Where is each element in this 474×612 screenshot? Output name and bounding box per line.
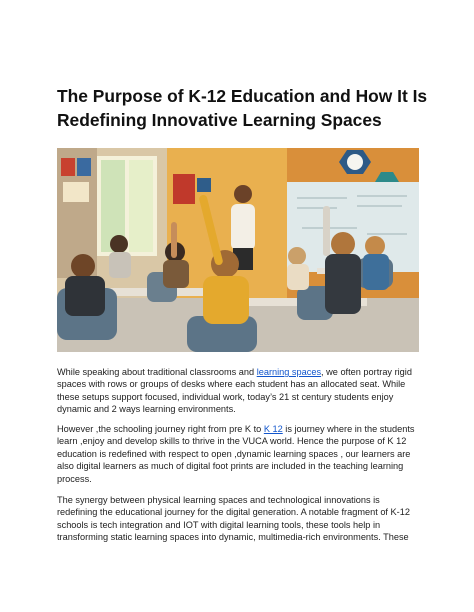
paragraph-line: these setups support focused, individual work, today’s 21 st century students enjoy bbox=[57, 391, 394, 402]
paragraph-line: spaces with rows or groups of desks where each student has an allocated seat. While bbox=[57, 379, 406, 390]
paragraph-line: redefining the educational journey for the digital generation. A notable fragment of K-12 bbox=[57, 507, 410, 518]
k12-link[interactable]: K 12 bbox=[263, 424, 283, 434]
text-run: is journey where in the students bbox=[282, 424, 415, 434]
paragraph-line: learn ,enjoy and develop skills to thrive in the VUCA world. Hence the purpose of K 12 bbox=[57, 436, 407, 447]
paragraph-line: schools is tech integration and IOT with digital learning tools, these tools help in bbox=[57, 519, 381, 530]
paragraph-line: dynamic and 2 ways learning environments. bbox=[57, 404, 236, 415]
paragraph-intro bbox=[57, 366, 422, 416]
article-title-line-2: Redefining Innovative Learning Spaces bbox=[57, 110, 382, 130]
article-title bbox=[57, 84, 427, 132]
paragraph-line bbox=[57, 423, 422, 435]
text-run: While speaking about traditional classrooms and bbox=[57, 367, 257, 377]
paragraph-line: transforming static learning spaces into dynamic, multimedia-rich environments. These bbox=[57, 532, 409, 543]
paragraph-synergy bbox=[57, 494, 422, 544]
paragraph-schooling-journey bbox=[57, 423, 422, 485]
paragraph-line: education is redefined with respect to open ,dynamic learning spaces , our learners are bbox=[57, 448, 411, 459]
paragraph-line: also digital learners as much of digital foot prints are included in the teaching learning bbox=[57, 461, 404, 472]
learning-spaces-link[interactable]: learning spaces bbox=[256, 367, 322, 377]
classroom-photo bbox=[57, 148, 419, 352]
paragraph-line bbox=[57, 366, 422, 378]
text-run: , we often portray rigid bbox=[321, 367, 412, 377]
text-run: However ,the schooling journey right from pre K to bbox=[57, 424, 264, 434]
paragraph-line: The synergy between physical learning spaces and technological innovations is bbox=[57, 495, 380, 505]
article-title-line-1: The Purpose of K-12 Education and How It Is bbox=[57, 86, 428, 106]
paragraph-line: process. bbox=[57, 473, 92, 484]
classroom-illustration bbox=[57, 148, 419, 352]
